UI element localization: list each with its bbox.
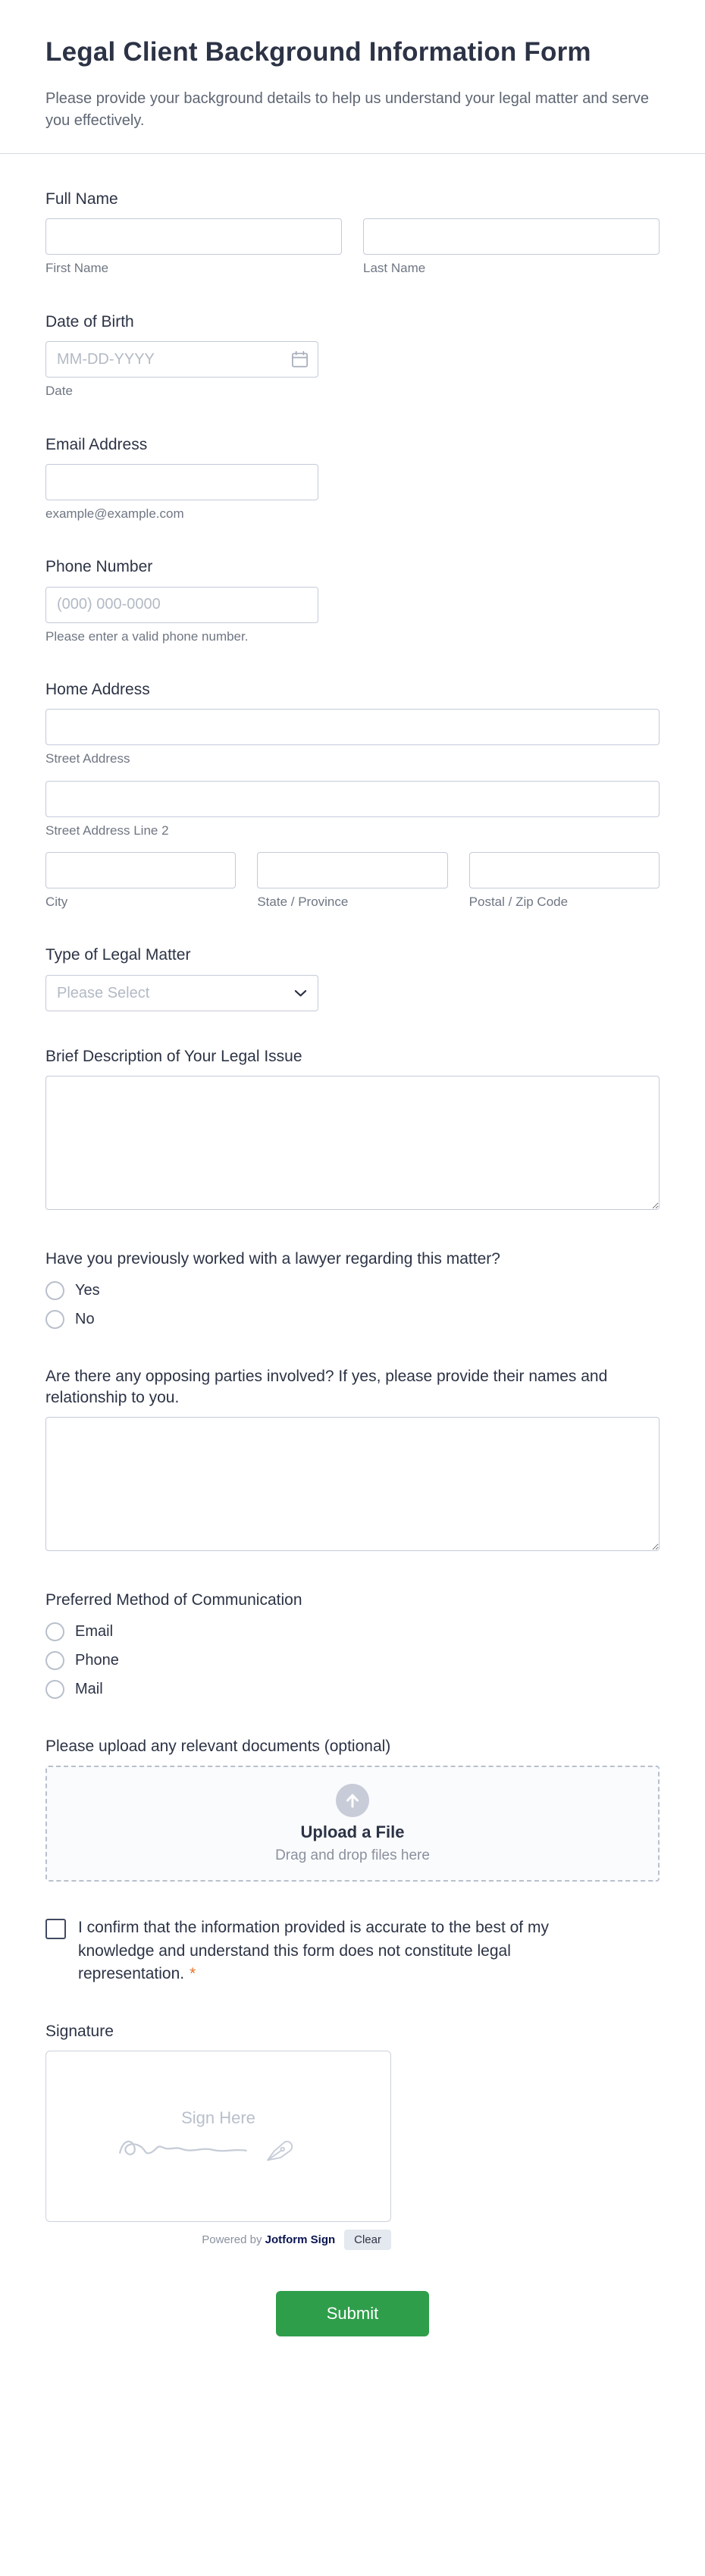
radio-input-yes[interactable] <box>45 1281 64 1300</box>
sign-here-text: Sign Here <box>181 2108 255 2128</box>
field-upload <box>45 1736 660 1882</box>
radio-option-yes[interactable] <box>45 1278 100 1302</box>
description-textarea[interactable] <box>45 1076 660 1210</box>
radio-input-mail[interactable] <box>45 1680 64 1699</box>
consent-row[interactable] <box>45 1916 660 1985</box>
previous-lawyer-label: Have you previously worked with a lawyer regarding this matter? <box>45 1250 500 1268</box>
signature-sample-art <box>115 2131 299 2164</box>
dob-sublabel: Date <box>45 384 73 399</box>
last-name-input[interactable] <box>363 218 660 255</box>
email-input[interactable] <box>45 464 318 500</box>
radio-label: Phone <box>75 1651 119 1669</box>
legal-matter-label: Type of Legal Matter <box>45 946 191 964</box>
consent-checkbox[interactable] <box>45 1919 66 1939</box>
upload-label: Please upload any relevant documents (optional) <box>45 1738 391 1756</box>
state-sublabel: State / Province <box>257 895 349 910</box>
street-address-input[interactable] <box>45 709 660 745</box>
upload-button-label: Upload a File <box>300 1822 405 1841</box>
field-description <box>45 1046 660 1214</box>
last-name-sublabel: Last Name <box>363 261 426 276</box>
signature-pad[interactable] <box>45 2051 391 2222</box>
radio-label: Yes <box>75 1281 100 1299</box>
radio-label: Mail <box>75 1680 103 1697</box>
phone-input[interactable] <box>45 587 318 623</box>
radio-input-no[interactable] <box>45 1310 64 1329</box>
file-upload-dropzone[interactable] <box>45 1766 660 1882</box>
form-title: Legal Client Background Information Form <box>45 37 591 67</box>
dob-label: Date of Birth <box>45 312 134 331</box>
communication-label: Preferred Method of Communication <box>45 1590 302 1609</box>
field-full-name <box>45 189 660 277</box>
radio-input-email[interactable] <box>45 1622 64 1641</box>
phone-sublabel: Please enter a valid phone number. <box>45 628 249 644</box>
field-home-address <box>45 679 660 910</box>
first-name-sublabel: First Name <box>45 261 109 276</box>
opposing-parties-label: Are there any opposing parties involved? If yes, please provide their names and relationship to you. <box>45 1368 608 1406</box>
upload-cloud-icon <box>336 1784 369 1817</box>
calendar-icon[interactable] <box>290 350 309 369</box>
street-address2-sublabel: Street Address Line 2 <box>45 823 169 838</box>
radio-label: No <box>75 1310 95 1327</box>
street-address2-input[interactable] <box>45 781 660 817</box>
address-label: Home Address <box>45 680 150 698</box>
street-address-sublabel: Street Address <box>45 751 130 766</box>
postal-input[interactable] <box>469 852 660 888</box>
phone-label: Phone Number <box>45 558 153 576</box>
postal-sublabel: Postal / Zip Code <box>468 895 569 910</box>
radio-label: Email <box>75 1622 114 1640</box>
signature-placeholder <box>46 2051 390 2221</box>
powered-by-text: Powered by Jotform Sign <box>202 2233 336 2247</box>
submit-row <box>45 2291 660 2526</box>
email-sublabel: example@example.com <box>45 506 184 521</box>
radio-option-no[interactable] <box>45 1307 95 1331</box>
city-sublabel: City <box>45 895 68 910</box>
pen-nib-icon <box>264 2134 299 2164</box>
radio-input-phone[interactable] <box>45 1651 64 1670</box>
signature-squiggle <box>115 2131 264 2164</box>
first-name-input[interactable] <box>45 218 342 255</box>
email-label: Email Address <box>45 435 148 453</box>
field-consent <box>45 1916 660 1985</box>
field-email <box>45 434 660 522</box>
state-input[interactable] <box>257 852 447 888</box>
field-date-of-birth <box>45 312 660 400</box>
field-previous-lawyer <box>45 1249 660 1331</box>
form-header <box>0 0 705 132</box>
field-opposing-parties <box>45 1366 660 1555</box>
field-legal-matter <box>45 945 660 1011</box>
dob-input[interactable] <box>45 341 318 378</box>
legal-matter-select[interactable] <box>45 975 318 1011</box>
submit-button[interactable]: Submit <box>276 2291 429 2336</box>
opposing-parties-textarea[interactable] <box>45 1417 660 1551</box>
upload-hint: Drag and drop files here <box>275 1847 430 1863</box>
signature-label: Signature <box>45 2022 114 2040</box>
radio-option-phone[interactable] <box>45 1648 119 1672</box>
signature-clear-button[interactable]: Clear <box>344 2230 391 2250</box>
signature-meta <box>45 2230 391 2250</box>
jotform-sign-brand[interactable]: Jotform Sign <box>265 2233 336 2247</box>
field-phone <box>45 556 660 644</box>
consent-text[interactable]: I confirm that the information provided is accurate to the best of my knowledge and understand this form does not constitute legal representation. * <box>78 1919 549 1983</box>
form-subtitle: Please provide your background details to help us understand your legal matter and serve you effectively. <box>45 90 650 130</box>
required-asterisk: * <box>190 1965 196 1983</box>
radio-option-email[interactable] <box>45 1619 113 1644</box>
field-communication <box>45 1590 660 1701</box>
form-body <box>0 154 705 2526</box>
radio-option-mail[interactable] <box>45 1677 103 1701</box>
full-name-label: Full Name <box>45 190 118 208</box>
city-input[interactable] <box>45 852 236 888</box>
field-signature <box>45 2021 660 2250</box>
description-label: Brief Description of Your Legal Issue <box>45 1047 302 1065</box>
